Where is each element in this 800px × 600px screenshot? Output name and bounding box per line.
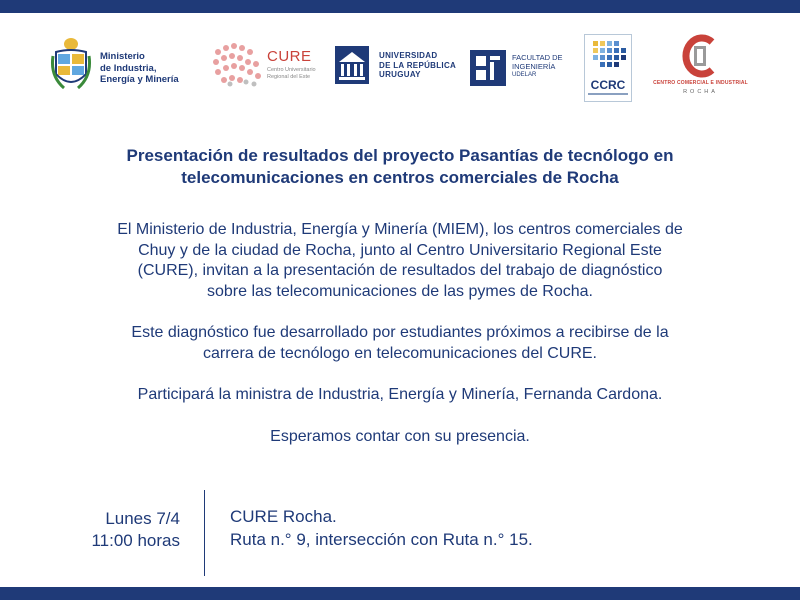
logo-strip: [0, 30, 800, 110]
miem-line-3: Energía y Minería: [100, 74, 179, 85]
diagnostic-line-1: Este diagnóstico fue desarrollado por estudiantes próximos a recibirse de la: [131, 324, 669, 341]
event-venue: CURE Rocha.: [230, 507, 337, 526]
udelar-logo: [335, 46, 465, 86]
event-datetime: [40, 508, 180, 552]
cure-subtitle-2: Regional del Este: [267, 74, 311, 80]
event-address: Ruta n.° 9, intersección con Ruta n.° 15.: [230, 530, 533, 549]
event-date: Lunes 7/4: [105, 509, 180, 528]
uruguay-coat-of-arms-icon: [50, 36, 92, 94]
cure-dots-icon: [212, 42, 264, 88]
minister-paragraph: Participará la ministra de Industria, Energía y Minería, Fernanda Cardona.: [137, 386, 663, 403]
fing-line-1: FACULTAD DE: [512, 53, 563, 62]
event-location: [230, 505, 770, 551]
event-time: 11:00 horas: [91, 531, 180, 550]
intro-line-3: (CURE), invitan a la presentación de resultados del trabajo de diagnóstico: [137, 262, 663, 279]
closing-paragraph: Esperamos contar con su presencia.: [270, 428, 530, 445]
ccrc-label: CCRC: [590, 78, 626, 92]
cure-title: CURE: [267, 48, 312, 65]
diagnostic-paragraph: [40, 323, 760, 364]
miem-logo: [50, 36, 200, 96]
fing-emblem-icon: [470, 50, 506, 86]
university-building-icon: [335, 46, 369, 84]
udelar-line-3: URUGUAY: [379, 70, 421, 79]
cci-c-mark-icon: [680, 34, 720, 78]
ccrc-underline: [588, 93, 628, 95]
page-title: [40, 145, 760, 189]
diagnostic-line-2: carrera de tecnólogo en telecomunicaciones del CURE.: [203, 344, 597, 362]
cci-city: ROCHA: [683, 89, 718, 95]
intro-line-4: sobre las telecomunicaciones de las pymes de Rocha.: [207, 282, 593, 300]
fing-small: UDELAR: [512, 72, 537, 78]
ccrc-squares-icon: [591, 39, 627, 73]
top-band: [0, 0, 800, 13]
vertical-divider: [204, 490, 205, 576]
bottom-band: [0, 587, 800, 600]
title-line-1: Presentación de resultados del proyecto Pasantías de tecnólogo en: [126, 146, 674, 165]
fing-logo: [470, 50, 580, 86]
intro-line-2: Chuy y de la ciudad de Rocha, junto al Centro Universitario Regional Este: [138, 241, 662, 259]
miem-line-1: Ministerio: [100, 51, 145, 62]
cure-logo: [212, 42, 327, 90]
udelar-line-1: UNIVERSIDAD: [379, 51, 438, 60]
ccrc-logo: [584, 34, 632, 102]
miem-line-2: de Industria,: [100, 62, 157, 74]
udelar-line-2: DE LA REPÚBLICA: [379, 60, 457, 70]
fing-line-2: INGENIERÍA: [512, 62, 556, 71]
cci-rocha-logo: [648, 34, 753, 100]
cci-name: CENTRO COMERCIAL E INDUSTRIAL: [653, 80, 748, 86]
cure-subtitle-1: Centro Universitario: [267, 67, 316, 73]
intro-paragraph: [40, 220, 760, 302]
intro-line-1: El Ministerio de Industria, Energía y Minería (MIEM), los centros comerciales de: [117, 221, 683, 238]
title-line-2: telecomunicaciones en centros comerciales de Rocha: [181, 168, 619, 187]
